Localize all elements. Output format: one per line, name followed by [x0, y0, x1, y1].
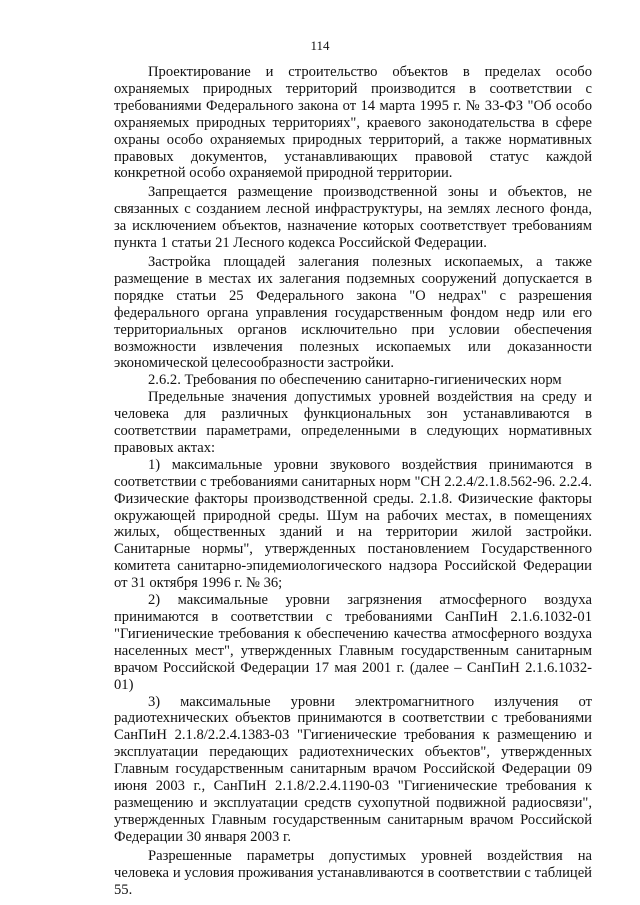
paragraph-protected-territories: Проектирование и строительство объектов в пределах особо охраняемых природных территорий производится в соответствии с требованиями Федерального закона от 14 марта 1995 г. № 33-ФЗ "Об особо охраняемых природных территориях", краевого законодательства в сфере охраны особо охраняемых природных территорий, а также нормативных правовых документов, устанавливающих правовой статус каждой конкретной особо охраняемой природной территории. [114, 64, 592, 182]
paragraph-forest-fund: Запрещается размещение производственной зоны и объектов, не связанных с созданием лесной инфраструктуры, на землях лесного фонда, за исключением объектов, назначение которых соответствует требованиям пункта 1 статьи 21 Лесного кодекса Российской Федерации. [114, 184, 592, 252]
page-number: 114 [310, 38, 330, 53]
document-body [114, 64, 592, 898]
section-heading-sanitary: 2.6.2. Требования по обеспечению санитарно-гигиенических норм [148, 372, 562, 389]
paragraph-table-reference: Разрешенные параметры допустимых уровней воздействия на человека и условия проживания устанавливаются в соответствии с таблицей 55. [114, 847, 592, 898]
list-item-electromagnetic: 3) максимальные уровни электромагнитного излучения от радиотехнических объектов принимаются в соответствии с требованиями СанПиН 2.1.8/2.2.4.1383-03 "Гигиенические требования к размещению и эксплуатации передающих радиотехнических объектов", утвержденных Главным государственным санитарным врачом Российской Федерации 09 июня 2003 г., СанПиН 2.1.8/2.2.4.1190-03 "Гигиенические требования к размещению и эксплуатации средств сухопутной подвижной радиосвязи", утвержденных Главным государственным санитарным врачом Российской Федерации 30 января 2003 г. [114, 693, 592, 845]
paragraph-limit-values: Предельные значения допустимых уровней воздействия на среду и человека для различных функциональных зон устанавливаются в соответствии параметрами, определенными в следующих нормативных правовых актах: [114, 389, 592, 456]
list-item-air-pollution: 2) максимальные уровни загрязнения атмосферного воздуха принимаются в соответствии с требованиями СанПиН 2.1.6.1032-01 "Гигиенические требования к обеспечению качества атмосферного воздуха населенных мест", утвержденных Главным государственным санитарным врачом Российской Федерации 17 мая 2001 г. (далее – СанПиН 2.1.6.1032-01) [114, 592, 592, 693]
paragraph-mineral-deposits: Застройка площадей залегания полезных ископаемых, а также размещение в местах их залегания подземных сооружений допускается в порядке статьи 25 Федерального закона "О недрах" с разрешения федерального органа управления государственным фондом недр или его территориальных органов исключительно при условии обеспечения возможности извлечения полезных ископаемых или доказанности экономической целесообразности застройки. [114, 253, 592, 372]
list-item-noise: 1) максимальные уровни звукового воздействия принимаются в соответствии с требованиями санитарных норм "СН 2.2.4/2.1.8.562-96. 2.2.4. Физические факторы производственной среды. 2.1.8. Физические факторы окружающей природной среды. Шум на рабочих местах, в помещениях жилых, общественных зданий и на территории жилой застройки. Санитарные нормы", утвержденных постановлением Государственного комитета санитарно-эпидемиологического надзора Российской Федерации от 31 октября 1996 г. № 36; [114, 456, 592, 592]
